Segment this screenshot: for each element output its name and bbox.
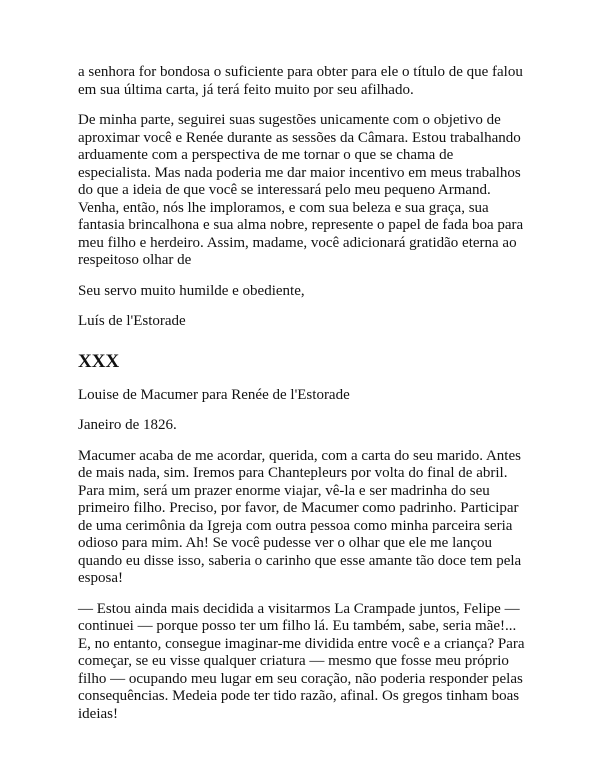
paragraph-letter-body: Macumer acaba de me acordar, querida, com a carta do seu marido. Antes de mais nada, sim. Iremos para Chantepleurs por volta do final de abril. Para mim, será um prazer enorme viajar, vê-la e ser madrinha do seu primeiro filho. Preciso, por favor, de Macumer como padrinho. Participar de uma cerimônia da Igreja com outra pessoa como minha parceira seria odioso para mim. Ah! Se você pudesse ver o olhar que ele me lançou quando eu disse isso, saberia o carinho que esse amante tão doce tem pela esposa!	[78, 447, 522, 586]
chapter-heading: XXX	[78, 350, 120, 372]
paragraph-date: Janeiro de 1826.	[78, 417, 177, 433]
paragraph-letter-body: De minha parte, seguirei suas sugestões unicamente com o objetivo de aproximar você e Renée durante as sessões da Câmara. Estou trabalhando arduamente com a perspectiva de me tornar o que se chama de especialista. Mas nada poderia me dar maior incentivo em meus trabalhos do que a ideia de que você se interessará pelo meu pequeno Armand. Venha, então, nós lhe imploramos, e com sua beleza e sua graça, sua fantasia brincalhona e sua alma nobre, represente o papel de fada boa para meu filho e herdeiro. Assim, madame, você adicionará gratidão eterna ao respeitoso olhar de	[78, 112, 524, 268]
paragraph-continuation: a senhora for bondosa o suficiente para obter para ele o título de que falou em sua última carta, já terá feito muito por seu afilhado.	[78, 64, 523, 98]
document-page	[78, 64, 528, 736]
paragraph-closing: Seu servo muito humilde e obediente,	[78, 282, 305, 299]
paragraph-signature: Luís de l'Estorade	[78, 313, 186, 329]
paragraph-letter-header: Louise de Macumer para Renée de l'Estorade	[78, 386, 350, 403]
paragraph-dialogue: — Estou ainda mais decidida a visitarmos La Crampade juntos, Felipe — continuei — porque posso ter um filho lá. Eu também, sabe, seria mãe!... E, no entanto, consegue imaginar-me dividida entre você e a criança? Para começar, se eu visse qualquer criatura — mesmo que fosse meu próprio filho — ocupando meu lugar em seu coração, não poderia responder pelas consequências. Medeia pode ter tido razão, afinal. Os gregos tinham boas ideias!	[78, 600, 525, 722]
